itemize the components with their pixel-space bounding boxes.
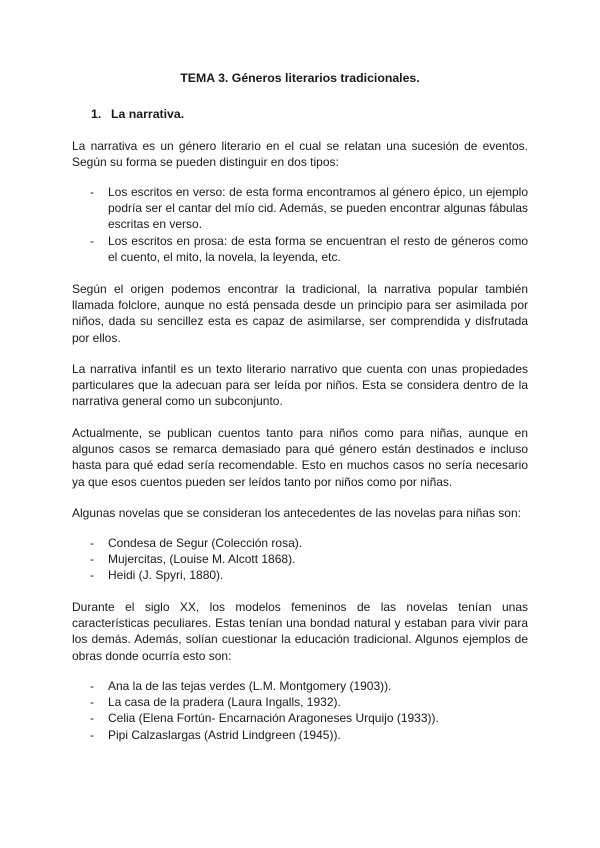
list-item [90, 535, 528, 551]
document-title: TEMA 3. Géneros literarios tradicionales. [180, 71, 420, 85]
list-verse-prose [90, 184, 528, 265]
list-item [90, 184, 528, 233]
list-item [90, 678, 528, 694]
list-item-text: Mujercitas, (Louise M. Alcott 1868). [108, 552, 296, 567]
paragraph-origin: Según el origen podemos encontrar la tradicional, la narrativa popular también llamada folclore, aunque no está pensada desde un principio para ser asimilada por niños, dada su sencillez esta es capaz de asimilarse, ser comprendida y disfrutada por ellos. [72, 282, 528, 345]
list-item-text: Los escritos en verso: de esta forma encontramos al género épico, un ejemplo podría ser el cantar del mío cid. Además, se pueden encontrar algunas fábulas escritas en verso. [108, 185, 528, 232]
bullet-dash: - [90, 568, 94, 583]
section-heading [91, 106, 184, 122]
section-title: La narrativa. [111, 107, 185, 121]
paragraph-intro: La narrativa es un género literario en el cual se relatan una sucesión de eventos. Según su forma se pueden distinguir en dos tipos: [72, 139, 528, 170]
list-item [90, 694, 528, 710]
list-item-text: Condesa de Segur (Colección rosa). [108, 536, 303, 550]
list-item-text: Celia (Elena Fortún- Encarnación Aragoneses Urquijo (1933)). [108, 711, 439, 726]
list-item [90, 551, 528, 567]
list-item-text: Heidi (J. Spyri, 1880). [108, 568, 224, 583]
paragraph-novels-intro: Algunas novelas que se consideran los antecedentes de las novelas para niñas son: [72, 506, 521, 520]
paragraph-children-narrative: La narrativa infantil es un texto literario narrativo que cuenta con unas propiedades particulares que la adecuan para ser leída por niños. Esta se considera dentro de la narrativa general como un subconjunto. [72, 362, 528, 409]
list-item-text: Pipi Calzaslargas (Astrid Lindgreen (1945)). [108, 727, 341, 742]
bullet-dash: - [90, 711, 94, 726]
paragraph-twentieth-century: Durante el siglo XX, los modelos femeninos de las novelas tenían unas características peculiares. Estas tenían una bondad natural y estaban para vivir para los demás. Además, solían cuestionar la educación tradicional. Algunos ejemplos de obras donde ocurría esto son: [72, 600, 528, 663]
list-item [90, 727, 528, 743]
bullet-dash: - [90, 185, 94, 199]
list-item [90, 710, 528, 726]
bullet-dash: - [90, 695, 94, 710]
list-twentieth-century-novels [90, 678, 528, 743]
bullet-dash: - [90, 552, 94, 567]
paragraph-current-publishing: Actualmente, se publican cuentos tanto para niños como para niñas, aunque en algunos casos se remarca demasiado para qué género están destinados e incluso hasta para qué edad sería recomendable. Esto en muchos casos no sería necesario ya que esos cuentos pueden ser leídos tanto por niños como por niñas. [72, 426, 528, 489]
list-antecedent-novels [90, 535, 528, 584]
list-item [90, 233, 528, 265]
list-item [90, 567, 528, 583]
list-item-text: La casa de la pradera (Laura Ingalls, 1932). [108, 695, 341, 710]
section-number: 1. [91, 107, 102, 121]
bullet-dash: - [90, 727, 94, 742]
bullet-dash: - [90, 679, 94, 693]
list-item-text: Los escritos en prosa: de esta forma se encuentran el resto de géneros como el cuento, el mito, la novela, la leyenda, etc. [108, 233, 528, 264]
bullet-dash: - [90, 536, 94, 550]
bullet-dash: - [90, 233, 94, 248]
list-item-text: Ana la de las tejas verdes (L.M. Montgomery (1903)). [108, 679, 392, 693]
